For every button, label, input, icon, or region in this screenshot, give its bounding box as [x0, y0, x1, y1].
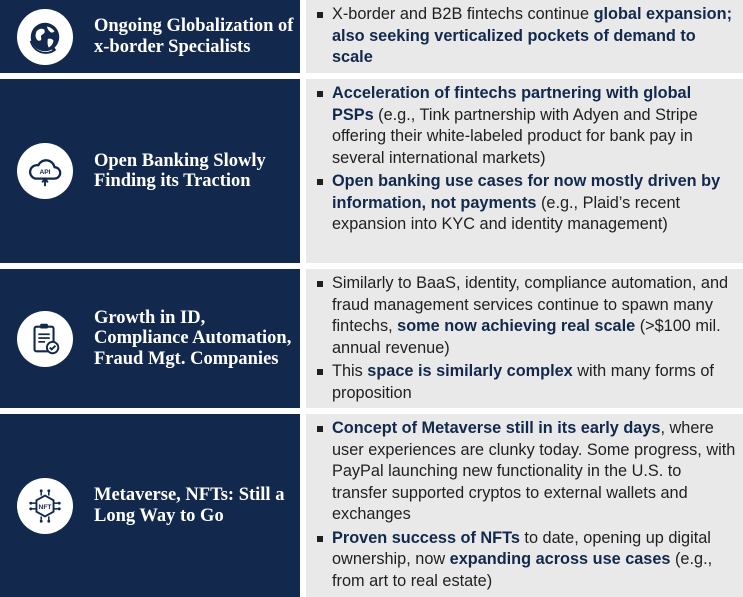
body-text: (e.g., Tink partnership with Adyen and Stripe offering their white-labeled product for bank pay in several international markets) — [332, 105, 698, 167]
trend-details — [306, 79, 743, 263]
body-text: (e.g., from art to real estate) — [332, 550, 713, 590]
body-text: X-border and B2B fintechs continue — [332, 5, 594, 23]
trend-row-metaverse-nft — [0, 414, 743, 597]
bullet-point — [314, 361, 737, 404]
bullet-point — [314, 418, 737, 526]
api-cloud-icon — [26, 152, 64, 190]
body-text: Similarly to BaaS, identity, compliance automation, and fraud management services continue to spawn many fintechs, — [332, 274, 729, 335]
trend-row-globalization — [0, 0, 743, 73]
emphasis-text: Open banking use cases for now mostly driven by information, not payments — [332, 172, 721, 212]
svg-text:API: API — [39, 168, 51, 176]
trend-header — [0, 414, 300, 597]
emphasis-text: global expansion; also seeking verticalized pockets of demand to scale — [332, 5, 732, 66]
emphasis-text: Concept of Metaverse still in its early days — [332, 419, 661, 437]
emphasis-text: some now achieving real scale — [397, 317, 636, 335]
trend-header — [0, 0, 300, 73]
clipboard-check-icon-circle — [17, 311, 73, 367]
clipboard-check-icon — [26, 320, 64, 358]
bullet-point — [314, 528, 737, 593]
bullet-point — [314, 171, 737, 236]
bullet-point — [314, 83, 737, 169]
emphasis-text: Acceleration of fintechs partnering with global PSPs — [332, 84, 692, 124]
trend-details — [306, 269, 743, 408]
trend-title: Metaverse, NFTs: Still a Long Way to Go — [94, 485, 285, 526]
body-text: , where user experiences are clunky today. Some progress, with PayPal launching new functionality in the U.S. to transfer supported cryptos to external wallets and exchanges — [332, 419, 736, 523]
body-text: This — [332, 362, 368, 380]
trend-title: Ongoing Globalization of x-border Specialists — [94, 16, 294, 57]
emphasis-text: space is similarly complex — [367, 362, 573, 380]
trend-title: Growth in ID, Compliance Automation, Fraud Mgt. Companies — [94, 307, 292, 369]
emphasis-text: Proven success of NFTs — [332, 528, 520, 547]
nft-chip-icon — [26, 487, 64, 525]
globe-icon-circle — [17, 9, 73, 65]
emphasis-text: expanding across use cases — [449, 550, 671, 568]
trend-row-identity-compliance — [0, 269, 743, 408]
trend-title: Open Banking Slowly Finding its Traction — [94, 150, 266, 191]
trend-details — [306, 414, 743, 597]
body-text: (>$100 mil. annual revenue) — [332, 317, 721, 357]
bullet-point — [314, 273, 737, 359]
bullet-point — [314, 4, 737, 69]
svg-text:NFT: NFT — [38, 503, 52, 511]
nft-chip-icon-circle — [17, 478, 73, 534]
globe-icon — [26, 18, 64, 56]
body-text: (e.g., Plaid’s recent expansion into KYC and identity management) — [332, 193, 681, 233]
trend-row-open-banking — [0, 79, 743, 263]
trend-header — [0, 79, 300, 263]
trend-header — [0, 269, 300, 408]
trend-details — [306, 0, 743, 73]
body-text: with many forms of proposition — [332, 362, 714, 402]
api-cloud-icon-circle — [17, 143, 73, 199]
body-text: to date, opening up digital ownership, now — [332, 528, 711, 568]
